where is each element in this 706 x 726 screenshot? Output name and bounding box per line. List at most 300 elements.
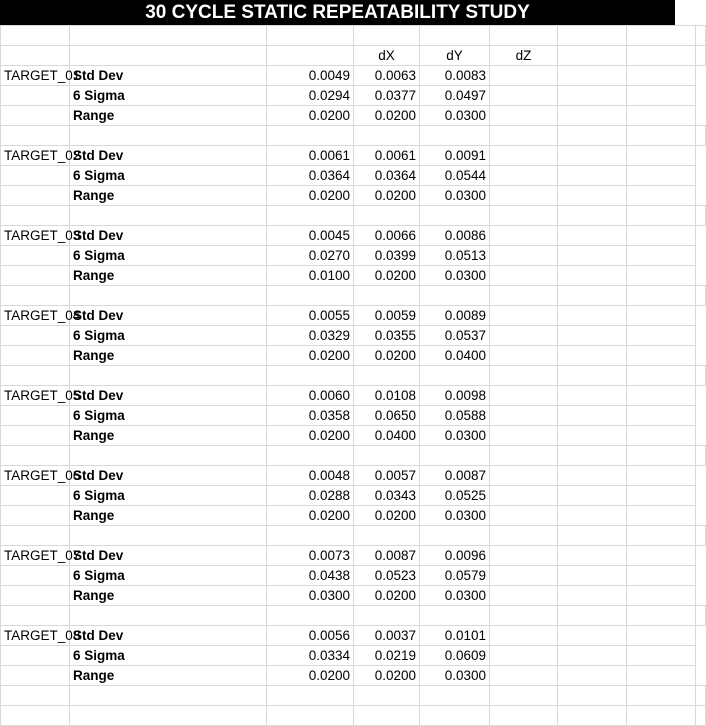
target-name-cell[interactable]: TARGET_01 (1, 66, 70, 86)
empty-cell[interactable] (267, 606, 354, 626)
empty-cell[interactable] (627, 206, 696, 226)
value-cell-dy[interactable]: 0.0377 (354, 86, 420, 106)
value-cell-dy[interactable]: 0.0063 (354, 66, 420, 86)
stat-label-cell[interactable]: Std Dev (70, 626, 267, 646)
empty-cell[interactable] (627, 546, 696, 566)
empty-cell[interactable] (490, 526, 558, 546)
empty-cell[interactable] (490, 646, 558, 666)
empty-cell[interactable] (490, 546, 558, 566)
empty-cell[interactable] (558, 266, 627, 286)
empty-cell[interactable] (70, 46, 267, 66)
stat-label-cell[interactable]: 6 Sigma (70, 646, 267, 666)
empty-cell[interactable] (420, 446, 490, 466)
empty-cell[interactable] (1, 366, 70, 386)
empty-cell[interactable] (420, 286, 490, 306)
value-cell-dx[interactable]: 0.0200 (267, 426, 354, 446)
empty-cell[interactable] (627, 506, 696, 526)
value-cell-dx[interactable]: 0.0045 (267, 226, 354, 246)
empty-cell[interactable] (1, 106, 70, 126)
value-cell-dz[interactable]: 0.0400 (420, 346, 490, 366)
empty-cell[interactable] (1, 526, 70, 546)
empty-cell[interactable] (696, 46, 706, 66)
empty-cell[interactable] (490, 206, 558, 226)
empty-cell[interactable] (558, 426, 627, 446)
empty-cell[interactable] (490, 146, 558, 166)
empty-cell[interactable] (490, 246, 558, 266)
value-cell-dz[interactable]: 0.0300 (420, 106, 490, 126)
empty-cell[interactable] (420, 26, 490, 46)
value-cell-dx[interactable]: 0.0329 (267, 326, 354, 346)
value-cell-dz[interactable]: 0.0086 (420, 226, 490, 246)
value-cell-dz[interactable]: 0.0300 (420, 186, 490, 206)
empty-cell[interactable] (627, 526, 696, 546)
stat-row (1, 486, 706, 506)
empty-cell[interactable] (354, 206, 420, 226)
empty-cell[interactable] (490, 506, 558, 526)
stat-label-cell[interactable]: 6 Sigma (70, 326, 267, 346)
empty-cell[interactable] (558, 346, 627, 366)
empty-cell[interactable] (70, 706, 267, 726)
empty-cell[interactable] (490, 586, 558, 606)
empty-cell[interactable] (267, 206, 354, 226)
empty-cell[interactable] (70, 686, 267, 706)
empty-cell[interactable] (627, 246, 696, 266)
empty-cell[interactable] (627, 346, 696, 366)
empty-cell[interactable] (1, 486, 70, 506)
value-cell-dy[interactable]: 0.0200 (354, 346, 420, 366)
empty-cell[interactable] (627, 626, 696, 646)
empty-cell[interactable] (354, 366, 420, 386)
stat-row (1, 66, 706, 86)
value-cell-dy[interactable]: 0.0061 (354, 146, 420, 166)
empty-cell[interactable] (558, 526, 627, 546)
empty-cell[interactable] (627, 26, 696, 46)
empty-cell[interactable] (354, 26, 420, 46)
empty-cell[interactable] (558, 546, 627, 566)
empty-cell[interactable] (267, 686, 354, 706)
empty-cell[interactable] (627, 606, 696, 626)
stat-label-cell[interactable]: Std Dev (70, 146, 267, 166)
value-cell-dz[interactable]: 0.0579 (420, 566, 490, 586)
value-cell-dy[interactable]: 0.0355 (354, 326, 420, 346)
empty-cell[interactable] (490, 406, 558, 426)
empty-cell[interactable] (354, 526, 420, 546)
value-cell-dy[interactable]: 0.0200 (354, 506, 420, 526)
empty-cell[interactable] (627, 266, 696, 286)
empty-cell[interactable] (490, 66, 558, 86)
empty-cell[interactable] (490, 86, 558, 106)
value-cell-dz[interactable]: 0.0096 (420, 546, 490, 566)
value-cell-dz[interactable]: 0.0300 (420, 266, 490, 286)
value-cell-dz[interactable]: 0.0497 (420, 86, 490, 106)
stat-label-cell[interactable]: Range (70, 106, 267, 126)
empty-cell[interactable] (558, 486, 627, 506)
empty-cell[interactable] (1, 686, 70, 706)
value-cell-dy[interactable]: 0.0399 (354, 246, 420, 266)
empty-cell[interactable] (696, 366, 706, 386)
empty-cell[interactable] (558, 26, 627, 46)
value-cell-dy[interactable]: 0.0200 (354, 586, 420, 606)
empty-cell[interactable] (354, 446, 420, 466)
empty-cell[interactable] (490, 166, 558, 186)
empty-cell[interactable] (627, 126, 696, 146)
value-cell-dx[interactable]: 0.0060 (267, 386, 354, 406)
empty-row (1, 606, 706, 626)
value-cell-dy[interactable]: 0.0200 (354, 666, 420, 686)
target-name-cell[interactable]: TARGET_04 (1, 306, 70, 326)
stat-label-cell[interactable]: 6 Sigma (70, 166, 267, 186)
empty-cell[interactable] (627, 186, 696, 206)
empty-cell[interactable] (558, 506, 627, 526)
empty-cell[interactable] (490, 26, 558, 46)
value-cell-dx[interactable]: 0.0100 (267, 266, 354, 286)
value-cell-dy[interactable]: 0.0650 (354, 406, 420, 426)
value-cell-dz[interactable]: 0.0525 (420, 486, 490, 506)
stat-label-cell[interactable]: Range (70, 666, 267, 686)
empty-cell[interactable] (354, 706, 420, 726)
empty-cell[interactable] (1, 646, 70, 666)
empty-cell[interactable] (627, 146, 696, 166)
value-cell-dx[interactable]: 0.0364 (267, 166, 354, 186)
empty-cell[interactable] (627, 326, 696, 346)
target-name-cell[interactable]: TARGET_02 (1, 146, 70, 166)
empty-cell[interactable] (627, 226, 696, 246)
empty-cell[interactable] (627, 286, 696, 306)
empty-cell[interactable] (267, 706, 354, 726)
value-cell-dx[interactable]: 0.0049 (267, 66, 354, 86)
stat-row (1, 626, 706, 646)
value-cell-dz[interactable]: 0.0609 (420, 646, 490, 666)
empty-cell[interactable] (627, 466, 696, 486)
value-cell-dx[interactable]: 0.0200 (267, 506, 354, 526)
empty-cell[interactable] (490, 366, 558, 386)
value-cell-dx[interactable]: 0.0358 (267, 406, 354, 426)
empty-cell[interactable] (558, 666, 627, 686)
empty-cell[interactable] (696, 706, 706, 726)
stat-label-cell[interactable]: Std Dev (70, 66, 267, 86)
empty-cell[interactable] (420, 526, 490, 546)
empty-cell[interactable] (490, 106, 558, 126)
value-cell-dx[interactable]: 0.0200 (267, 186, 354, 206)
empty-cell[interactable] (267, 366, 354, 386)
empty-cell[interactable] (1, 126, 70, 146)
value-cell-dy[interactable]: 0.0364 (354, 166, 420, 186)
empty-cell[interactable] (1, 286, 70, 306)
empty-cell[interactable] (490, 606, 558, 626)
empty-cell[interactable] (627, 426, 696, 446)
value-cell-dy[interactable]: 0.0523 (354, 566, 420, 586)
stat-label-cell[interactable]: 6 Sigma (70, 566, 267, 586)
stat-row (1, 346, 706, 366)
empty-row (1, 366, 706, 386)
value-cell-dy[interactable]: 0.0400 (354, 426, 420, 446)
empty-cell[interactable] (558, 406, 627, 426)
empty-cell[interactable] (627, 46, 696, 66)
empty-cell[interactable] (490, 426, 558, 446)
value-cell-dz[interactable]: 0.0300 (420, 506, 490, 526)
empty-cell[interactable] (490, 286, 558, 306)
value-cell-dx[interactable]: 0.0300 (267, 586, 354, 606)
target-name-cell[interactable]: TARGET_03 (1, 226, 70, 246)
empty-cell[interactable] (627, 446, 696, 466)
stat-label-cell[interactable]: Range (70, 506, 267, 526)
empty-cell[interactable] (70, 366, 267, 386)
empty-cell[interactable] (696, 606, 706, 626)
value-cell-dz[interactable]: 0.0300 (420, 426, 490, 446)
value-cell-dy[interactable]: 0.0200 (354, 106, 420, 126)
value-cell-dz[interactable]: 0.0098 (420, 386, 490, 406)
column-header-dy[interactable]: dY (420, 46, 490, 66)
empty-cell[interactable] (490, 626, 558, 646)
empty-cell[interactable] (696, 686, 706, 706)
empty-cell[interactable] (558, 246, 627, 266)
value-cell-dz[interactable]: 0.0537 (420, 326, 490, 346)
empty-cell[interactable] (267, 126, 354, 146)
empty-cell[interactable] (490, 306, 558, 326)
empty-cell[interactable] (1, 566, 70, 586)
empty-cell[interactable] (1, 246, 70, 266)
value-cell-dz[interactable]: 0.0300 (420, 666, 490, 686)
empty-cell[interactable] (420, 686, 490, 706)
empty-cell[interactable] (267, 526, 354, 546)
empty-cell[interactable] (558, 626, 627, 646)
value-cell-dz[interactable]: 0.0588 (420, 406, 490, 426)
value-cell-dz[interactable]: 0.0083 (420, 66, 490, 86)
value-cell-dx[interactable]: 0.0270 (267, 246, 354, 266)
empty-cell[interactable] (627, 166, 696, 186)
empty-cell[interactable] (558, 686, 627, 706)
empty-cell[interactable] (1, 46, 70, 66)
empty-cell[interactable] (267, 26, 354, 46)
empty-cell[interactable] (558, 566, 627, 586)
empty-cell[interactable] (490, 446, 558, 466)
empty-cell[interactable] (70, 26, 267, 46)
empty-cell[interactable] (1, 586, 70, 606)
empty-cell[interactable] (420, 366, 490, 386)
empty-cell[interactable] (490, 266, 558, 286)
value-cell-dy[interactable]: 0.0108 (354, 386, 420, 406)
empty-cell[interactable] (490, 326, 558, 346)
empty-cell[interactable] (420, 206, 490, 226)
target-name-cell[interactable]: TARGET_05 (1, 386, 70, 406)
value-cell-dy[interactable]: 0.0087 (354, 546, 420, 566)
empty-cell[interactable] (354, 686, 420, 706)
value-cell-dz[interactable]: 0.0091 (420, 146, 490, 166)
empty-cell[interactable] (558, 706, 627, 726)
empty-cell[interactable] (627, 486, 696, 506)
empty-cell[interactable] (627, 706, 696, 726)
value-cell-dz[interactable]: 0.0089 (420, 306, 490, 326)
empty-cell[interactable] (70, 126, 267, 146)
stat-label-cell[interactable]: Std Dev (70, 306, 267, 326)
empty-cell[interactable] (558, 466, 627, 486)
value-cell-dz[interactable]: 0.0300 (420, 586, 490, 606)
empty-cell[interactable] (490, 706, 558, 726)
empty-cell[interactable] (1, 206, 70, 226)
empty-cell[interactable] (558, 366, 627, 386)
empty-cell[interactable] (490, 186, 558, 206)
empty-cell[interactable] (70, 286, 267, 306)
empty-cell[interactable] (490, 466, 558, 486)
value-cell-dx[interactable]: 0.0200 (267, 346, 354, 366)
empty-cell[interactable] (558, 86, 627, 106)
stat-label-cell[interactable]: Std Dev (70, 466, 267, 486)
value-cell-dy[interactable]: 0.0219 (354, 646, 420, 666)
empty-cell[interactable] (1, 346, 70, 366)
stat-label-cell[interactable]: Range (70, 426, 267, 446)
stat-label-cell[interactable]: Range (70, 346, 267, 366)
empty-cell[interactable] (354, 606, 420, 626)
value-cell-dx[interactable]: 0.0200 (267, 106, 354, 126)
empty-cell[interactable] (1, 666, 70, 686)
value-cell-dy[interactable]: 0.0057 (354, 466, 420, 486)
empty-cell[interactable] (558, 106, 627, 126)
value-cell-dx[interactable]: 0.0288 (267, 486, 354, 506)
empty-cell[interactable] (1, 406, 70, 426)
value-cell-dx[interactable]: 0.0200 (267, 666, 354, 686)
empty-cell[interactable] (1, 266, 70, 286)
empty-cell[interactable] (627, 646, 696, 666)
empty-cell[interactable] (558, 606, 627, 626)
empty-cell[interactable] (490, 566, 558, 586)
value-cell-dx[interactable]: 0.0061 (267, 146, 354, 166)
empty-cell[interactable] (490, 386, 558, 406)
empty-cell[interactable] (558, 166, 627, 186)
empty-cell[interactable] (70, 606, 267, 626)
empty-cell[interactable] (558, 386, 627, 406)
stat-label-cell[interactable]: Std Dev (70, 226, 267, 246)
empty-cell[interactable] (558, 46, 627, 66)
empty-cell[interactable] (558, 646, 627, 666)
value-cell-dz[interactable]: 0.0087 (420, 466, 490, 486)
empty-cell[interactable] (627, 686, 696, 706)
stat-label-cell[interactable]: 6 Sigma (70, 486, 267, 506)
stat-label-cell[interactable]: Range (70, 186, 267, 206)
empty-cell[interactable] (420, 126, 490, 146)
value-cell-dx[interactable]: 0.0073 (267, 546, 354, 566)
value-cell-dx[interactable]: 0.0334 (267, 646, 354, 666)
empty-cell[interactable] (1, 86, 70, 106)
value-cell-dy[interactable]: 0.0343 (354, 486, 420, 506)
empty-cell[interactable] (696, 526, 706, 546)
target-name-cell[interactable]: TARGET_06 (1, 466, 70, 486)
empty-cell[interactable] (627, 586, 696, 606)
empty-cell[interactable] (627, 306, 696, 326)
empty-cell[interactable] (1, 446, 70, 466)
empty-cell[interactable] (627, 366, 696, 386)
empty-cell[interactable] (1, 506, 70, 526)
empty-cell[interactable] (490, 686, 558, 706)
empty-cell[interactable] (1, 706, 70, 726)
empty-cell[interactable] (558, 126, 627, 146)
target-name-cell[interactable]: TARGET_08 (1, 626, 70, 646)
sheet-title[interactable]: 30 CYCLE STATIC REPEATABILITY STUDY (0, 0, 675, 25)
empty-cell[interactable] (627, 106, 696, 126)
empty-cell[interactable] (420, 706, 490, 726)
value-cell-dy[interactable]: 0.0066 (354, 226, 420, 246)
empty-cell[interactable] (627, 406, 696, 426)
empty-cell[interactable] (558, 446, 627, 466)
value-cell-dx[interactable]: 0.0294 (267, 86, 354, 106)
empty-cell[interactable] (1, 326, 70, 346)
empty-cell[interactable] (558, 326, 627, 346)
empty-cell[interactable] (490, 226, 558, 246)
empty-cell[interactable] (558, 206, 627, 226)
empty-cell[interactable] (1, 166, 70, 186)
empty-cell[interactable] (1, 606, 70, 626)
value-cell-dz[interactable]: 0.0101 (420, 626, 490, 646)
empty-cell[interactable] (490, 126, 558, 146)
empty-cell[interactable] (558, 146, 627, 166)
value-cell-dy[interactable]: 0.0200 (354, 266, 420, 286)
empty-cell[interactable] (267, 286, 354, 306)
stat-label-cell[interactable]: Std Dev (70, 386, 267, 406)
empty-cell[interactable] (70, 446, 267, 466)
empty-cell[interactable] (558, 306, 627, 326)
empty-cell[interactable] (267, 46, 354, 66)
value-cell-dx[interactable]: 0.0048 (267, 466, 354, 486)
empty-cell[interactable] (627, 666, 696, 686)
column-header-dx[interactable]: dX (354, 46, 420, 66)
empty-row (1, 446, 706, 466)
empty-cell[interactable] (627, 566, 696, 586)
empty-cell[interactable] (696, 26, 706, 46)
empty-cell[interactable] (558, 586, 627, 606)
value-cell-dx[interactable]: 0.0056 (267, 626, 354, 646)
empty-cell[interactable] (627, 86, 696, 106)
empty-cell[interactable] (558, 226, 627, 246)
stat-row (1, 326, 706, 346)
empty-cell[interactable] (558, 186, 627, 206)
stat-label-cell[interactable]: Range (70, 586, 267, 606)
stat-label-cell[interactable]: Std Dev (70, 546, 267, 566)
empty-cell[interactable] (1, 426, 70, 446)
empty-cell[interactable] (70, 206, 267, 226)
empty-cell[interactable] (696, 446, 706, 466)
value-cell-dz[interactable]: 0.0513 (420, 246, 490, 266)
stat-label-cell[interactable]: 6 Sigma (70, 406, 267, 426)
empty-cell[interactable] (354, 286, 420, 306)
empty-cell[interactable] (696, 286, 706, 306)
empty-cell[interactable] (490, 666, 558, 686)
value-cell-dy[interactable]: 0.0059 (354, 306, 420, 326)
stat-label-cell[interactable]: 6 Sigma (70, 246, 267, 266)
value-cell-dx[interactable]: 0.0055 (267, 306, 354, 326)
empty-cell[interactable] (696, 126, 706, 146)
empty-cell[interactable] (627, 66, 696, 86)
empty-cell[interactable] (558, 286, 627, 306)
stat-label-cell[interactable]: Range (70, 266, 267, 286)
empty-cell[interactable] (267, 446, 354, 466)
empty-cell[interactable] (490, 486, 558, 506)
column-header-dz[interactable]: dZ (490, 46, 558, 66)
empty-cell[interactable] (354, 126, 420, 146)
empty-cell[interactable] (627, 386, 696, 406)
empty-cell[interactable] (696, 206, 706, 226)
empty-cell[interactable] (1, 186, 70, 206)
empty-cell[interactable] (490, 346, 558, 366)
value-cell-dy[interactable]: 0.0037 (354, 626, 420, 646)
target-name-cell[interactable]: TARGET_07 (1, 546, 70, 566)
empty-cell[interactable] (420, 606, 490, 626)
empty-cell[interactable] (70, 526, 267, 546)
value-cell-dz[interactable]: 0.0544 (420, 166, 490, 186)
value-cell-dy[interactable]: 0.0200 (354, 186, 420, 206)
value-cell-dx[interactable]: 0.0438 (267, 566, 354, 586)
stat-label-cell[interactable]: 6 Sigma (70, 86, 267, 106)
empty-cell[interactable] (1, 26, 70, 46)
empty-cell[interactable] (558, 66, 627, 86)
